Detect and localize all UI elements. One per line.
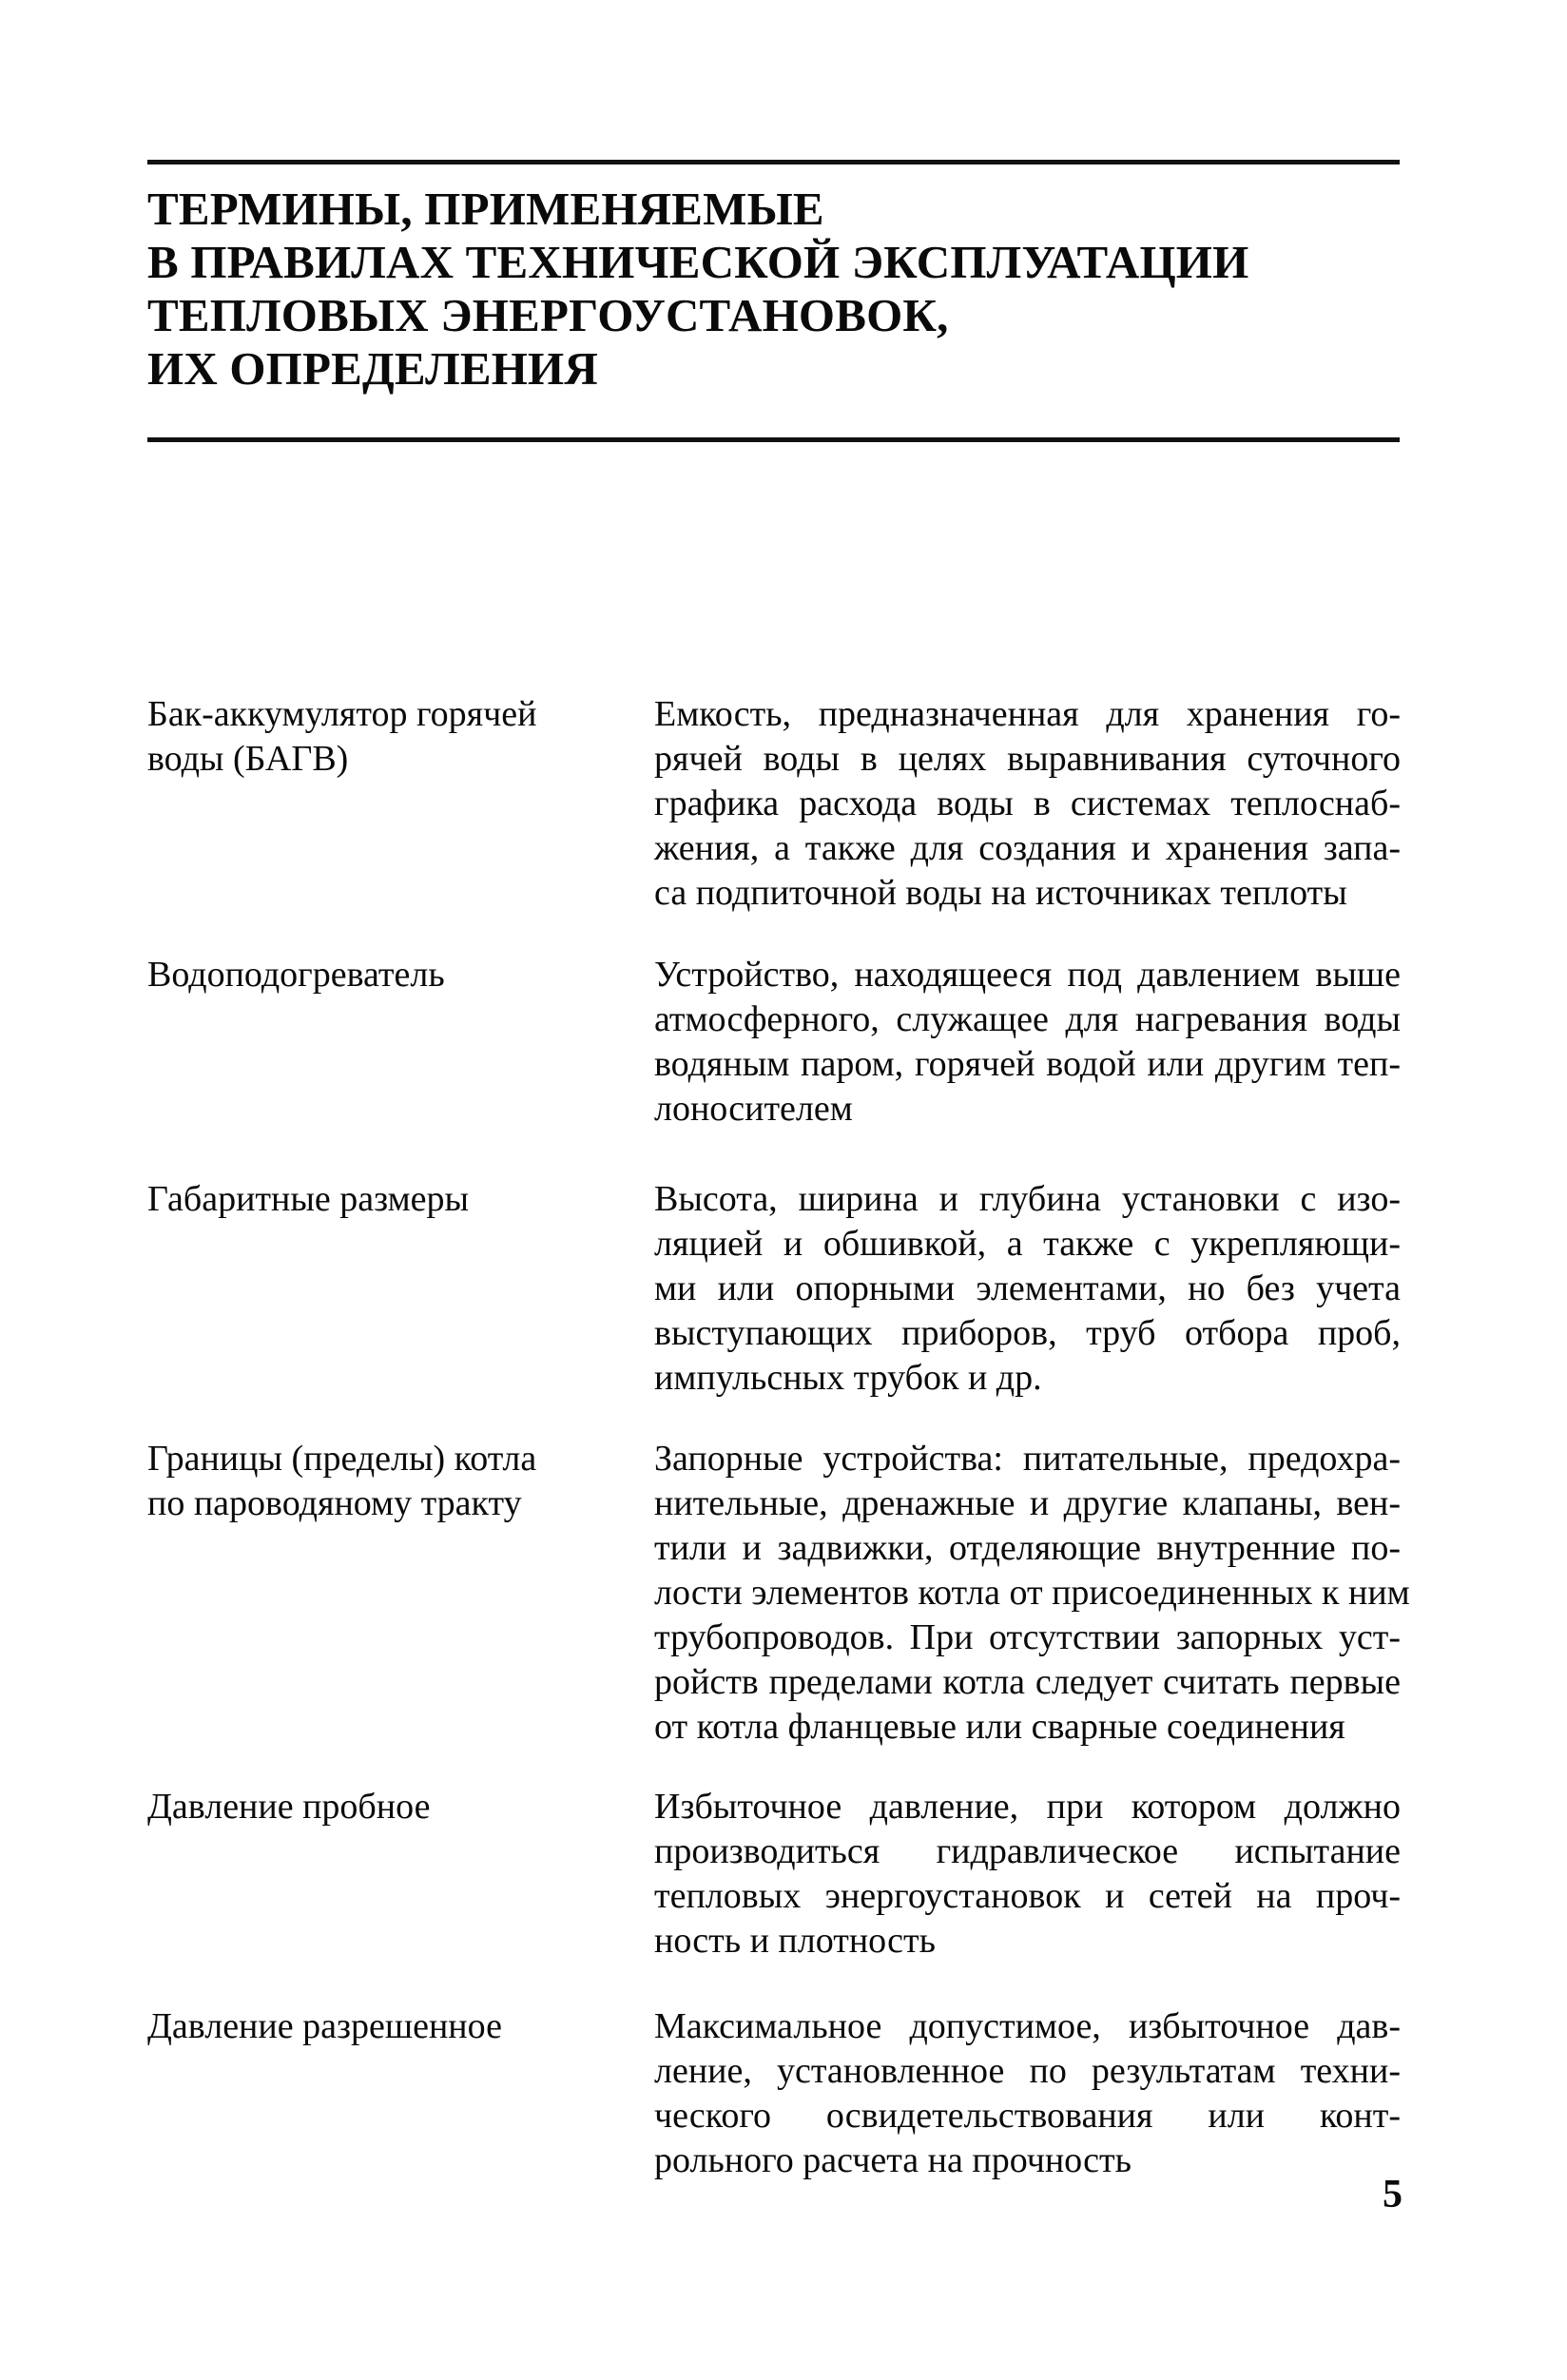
definition-line: графика расхода воды в системах теплоснаб- <box>654 784 1401 823</box>
page-number: 5 <box>1383 2173 1403 2216</box>
definition <box>654 953 1401 1132</box>
definition-line: ляцией и обшивкой, а также с укрепляющи- <box>654 1224 1401 1264</box>
term <box>147 953 642 997</box>
definition <box>654 1785 1401 1964</box>
definition-line: лости элементов котла от присоединенных к ним <box>654 1573 1410 1613</box>
definition-line: ми или опорными элементами, но без учета <box>654 1268 1401 1308</box>
term-line: воды (БАГВ) <box>147 739 349 779</box>
definition-line: Емкость, предназначенная для хранения го- <box>654 694 1401 734</box>
term <box>147 692 642 782</box>
term <box>147 1785 642 1829</box>
definition-line: Избыточное давление, при котором должно <box>654 1787 1401 1827</box>
title-line: ИХ ОПРЕДЕЛЕНИЯ <box>147 342 598 395</box>
definition <box>654 692 1401 916</box>
definition-line: ческого освидетельствования или конт- <box>654 2096 1401 2136</box>
definition-line: рольного расчета на прочность <box>654 2140 1132 2180</box>
definition-line: от котла фланцевые или сварные соединения <box>654 1707 1345 1747</box>
definition-line: атмосферного, служащее для нагревания воды <box>654 999 1401 1039</box>
definition <box>654 1437 1410 1750</box>
definition-line: импульсных трубок и др. <box>654 1358 1042 1398</box>
definition-line: ность и плотность <box>654 1921 936 1961</box>
definition-line: Запорные устройства: питательные, предохра- <box>654 1439 1401 1479</box>
term-line: Давление разрешенное <box>147 2006 502 2046</box>
term-line: Бак-аккумулятор горячей <box>147 694 537 734</box>
term <box>147 1177 642 1222</box>
definition-line: рячей воды в целях выравнивания суточного <box>654 739 1401 779</box>
definition-line: выступающих приборов, труб отбора проб, <box>654 1313 1401 1353</box>
title-line: ТЕПЛОВЫХ ЭНЕРГОУСТАНОВОК, <box>147 289 949 341</box>
definition-line: производиться гидравлическое испытание <box>654 1831 1401 1871</box>
page-title <box>147 183 1403 396</box>
title-line: В ПРАВИЛАХ ТЕХНИЧЕСКОЙ ЭКСПЛУАТАЦИИ <box>147 236 1249 288</box>
definition-line: Максимальное допустимое, избыточное дав- <box>654 2006 1401 2046</box>
term <box>147 2004 642 2049</box>
definition-line: Высота, ширина и глубина установки с изо- <box>654 1179 1401 1219</box>
definition-line: са подпиточной воды на источниках теплоты <box>654 873 1347 913</box>
definition-line: тили и задвижки, отделяющие внутренние по- <box>654 1528 1401 1568</box>
definition-line: ление, установленное по результатам техни- <box>654 2051 1401 2091</box>
definition-line: тепловых энергоустановок и сетей на проч- <box>654 1876 1401 1916</box>
term-line: Водоподогреватель <box>147 955 445 995</box>
term-line: Границы (пределы) котла <box>147 1439 537 1479</box>
term <box>147 1437 642 1526</box>
definition-line: трубопроводов. При отсутствии запорных уст- <box>654 1617 1401 1657</box>
title-line: ТЕРМИНЫ, ПРИМЕНЯЕМЫЕ <box>147 183 824 235</box>
definition <box>654 1177 1401 1401</box>
definition-line: Устройство, находящееся под давлением выше <box>654 955 1401 995</box>
definition-line: ройств пределами котла следует считать первые <box>654 1662 1401 1702</box>
definition <box>654 2004 1401 2183</box>
definition-line: водяным паром, горячей водой или другим теп- <box>654 1044 1401 1084</box>
top-rule <box>147 160 1400 164</box>
term-line: по пароводяному тракту <box>147 1483 522 1523</box>
bottom-rule <box>147 437 1400 442</box>
definition-line: лоносителем <box>654 1089 853 1129</box>
definition-line: нительные, дренажные и другие клапаны, вен- <box>654 1483 1401 1523</box>
definition-line: жения, а также для создания и хранения запа- <box>654 828 1401 868</box>
term-line: Габаритные размеры <box>147 1179 470 1219</box>
term-line: Давление пробное <box>147 1787 431 1827</box>
